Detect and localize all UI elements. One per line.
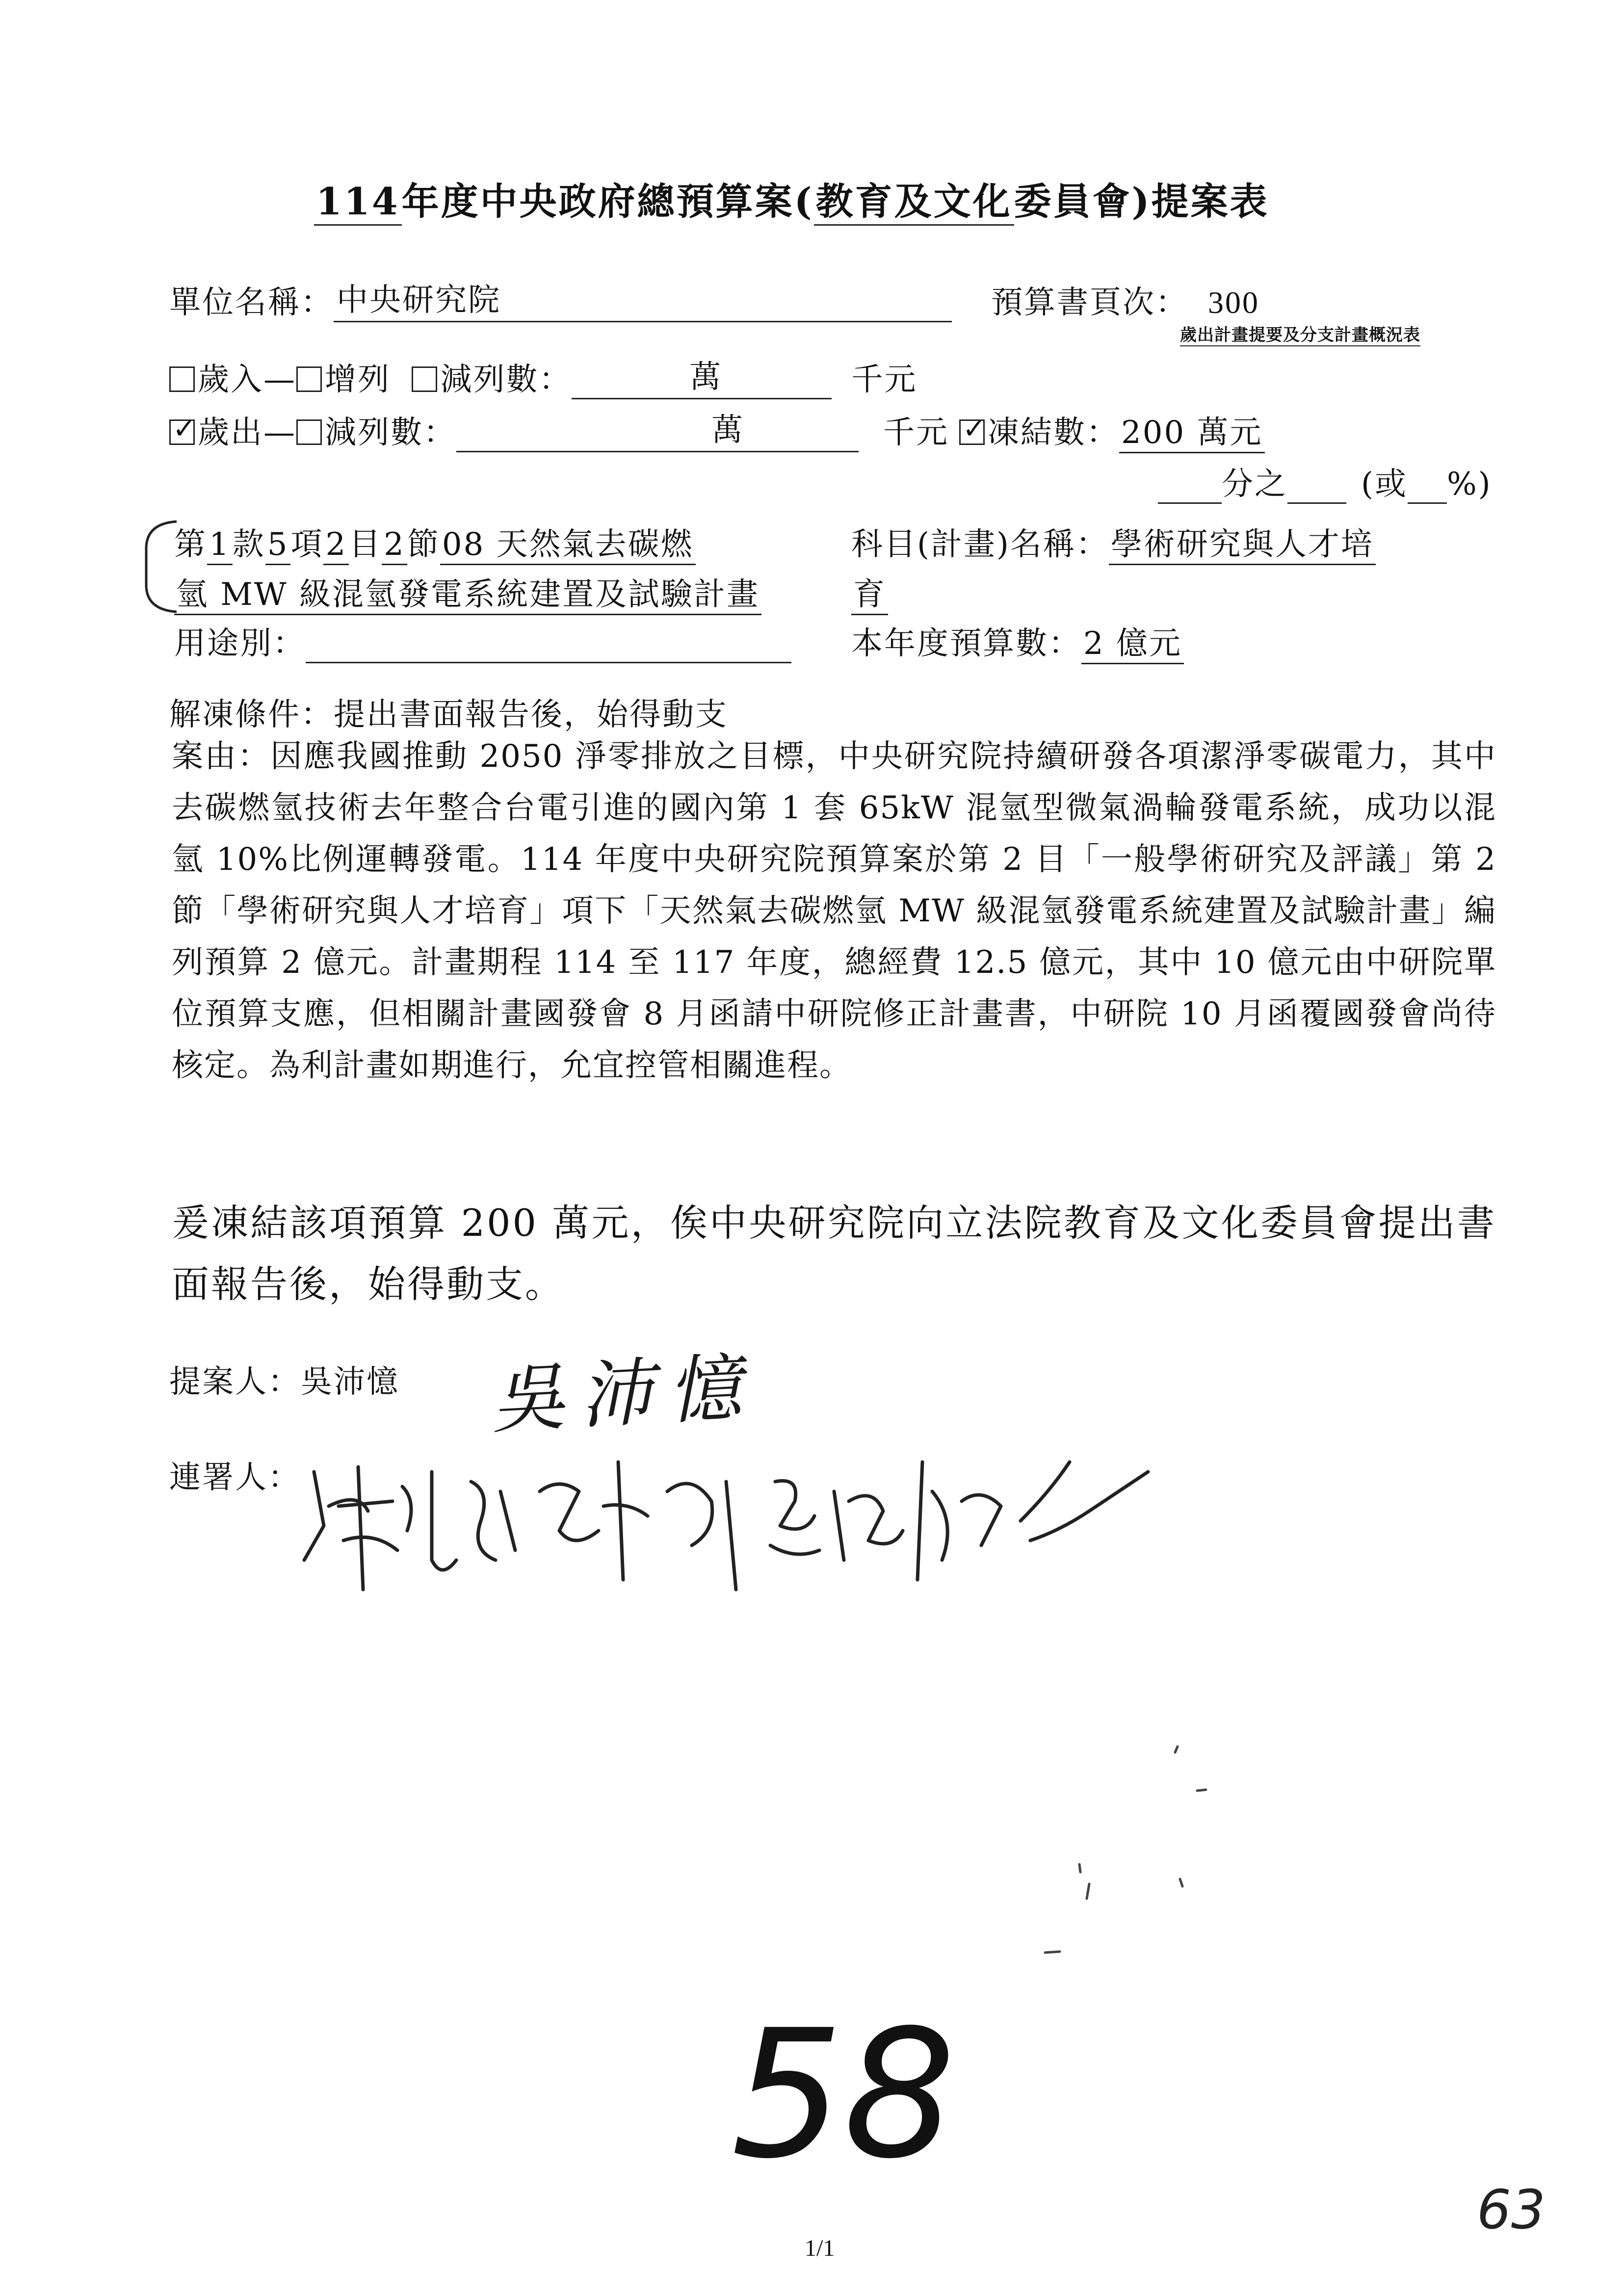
budget-value: 2 億元 bbox=[1081, 626, 1184, 664]
expense-wan: 萬 bbox=[711, 412, 744, 448]
title-part-b: 委員會)提案表 bbox=[1014, 180, 1269, 223]
budget-label: 本年度預算數： bbox=[851, 626, 1081, 662]
unit-value: 中央研究院 bbox=[337, 282, 501, 318]
subject-part-b: 育 bbox=[851, 576, 888, 615]
unfreeze-condition: 解凍條件：提出書面報告後，始得動支 bbox=[169, 697, 728, 733]
freeze-value: 200 萬元 bbox=[1119, 415, 1265, 453]
expense-dash: — bbox=[263, 415, 296, 451]
proposer-label: 提案人： bbox=[169, 1364, 301, 1400]
revenue-add-checkbox[interactable] bbox=[296, 366, 322, 392]
fraction-numerator-field[interactable] bbox=[1158, 473, 1222, 504]
page-title bbox=[314, 172, 1269, 225]
unit-field bbox=[334, 282, 952, 322]
fraction-denominator-field[interactable] bbox=[1287, 473, 1346, 504]
fraction-percent-field[interactable] bbox=[1408, 473, 1447, 504]
fraction-line bbox=[1158, 459, 1492, 504]
plan-code-part-a: 08 天然氣去碳燃 bbox=[440, 526, 696, 565]
corner-number: 63 bbox=[1477, 2178, 1545, 2241]
expense-reduce-label: 減列數： bbox=[325, 415, 456, 451]
mu-unit: 目 bbox=[349, 526, 382, 563]
budget-page-value: 300 bbox=[1208, 285, 1259, 320]
subject-label: 科目(計畫)名稱： bbox=[851, 526, 1109, 563]
fraction-fen: 分之 bbox=[1222, 466, 1287, 502]
jie-unit: 節 bbox=[407, 526, 440, 563]
xiang-value: 5 bbox=[265, 526, 291, 565]
expense-qian: 千元 bbox=[883, 415, 949, 451]
subject-part-a: 學術研究與人才培 bbox=[1109, 526, 1376, 565]
subject-line-1 bbox=[851, 519, 1376, 564]
reason-paragraph: 案由：因應我國推動 2050 淨零排放之目標，中央研究院持續研發各項潔淨零碳電力，其中去碳燃氫技術去年整合台電引進的國內第 1 套 65kW 混氫型微氣渦輪發電系統，成功以混氫 10%比例運轉發電。114 年度中央研究院預算案於第 2 目「一般學術研究及評議」第 2 節「學術研究與人才培育」項下「天然氣去碳燃氫 MW 級混氫發電系統建置及試驗計畫」編列預算 2 億元。計畫期程 114 至 117 年度，總經費 12.5 億元，其中 10 億元由中研院單位預算支應，但相關計畫國發會 8 月函請中研院修正計畫書，中研院 10 月函覆國發會尚待核定。為利計畫如期進行，允宜控管相關進程。 bbox=[172, 738, 1496, 1084]
title-year: 114 bbox=[314, 180, 402, 226]
page-number: 1/1 bbox=[805, 2235, 835, 2261]
freeze-checkbox[interactable] bbox=[959, 419, 985, 445]
budget-page-line bbox=[991, 277, 1259, 322]
kuan-unit: 款 bbox=[232, 526, 265, 563]
revenue-item: 歲入 bbox=[198, 362, 263, 398]
proposer-name: 吳沛憶 bbox=[301, 1364, 399, 1400]
usage-line bbox=[174, 618, 791, 663]
revenue-wan: 萬 bbox=[689, 359, 723, 395]
unit-label: 單位名稱： bbox=[169, 285, 334, 321]
kuan-value: 1 bbox=[207, 526, 233, 565]
revenue-add-label: 增列 bbox=[325, 362, 391, 398]
resolution-paragraph: 爰凍結該項預算 200 萬元，俟中央研究院向立法院教育及文化委員會提出書面報告後，始得動支。 bbox=[172, 1201, 1496, 1306]
unit-line bbox=[169, 277, 952, 322]
expense-reduce-checkbox[interactable] bbox=[296, 419, 322, 445]
title-part-a: 年度中央政府總預算案( bbox=[401, 180, 814, 223]
subject-line-2 bbox=[851, 569, 888, 614]
freeze-label: 凍結數： bbox=[988, 415, 1119, 451]
cosigner-label: 連署人： bbox=[169, 1460, 301, 1496]
expense-checkbox[interactable] bbox=[169, 419, 195, 445]
budget-page-label: 預算書頁次： bbox=[991, 285, 1188, 321]
item-line-2 bbox=[174, 569, 761, 614]
cosigner-signatures bbox=[285, 1433, 1217, 1639]
title-committee: 教育及文化 bbox=[814, 180, 1014, 226]
budget-line bbox=[851, 618, 1184, 663]
scan-marks bbox=[1040, 1737, 1246, 1972]
revenue-checkbox[interactable] bbox=[169, 366, 195, 392]
revenue-qian: 千元 bbox=[851, 362, 917, 398]
handwritten-page-number: 58 bbox=[731, 1992, 956, 2197]
fraction-percent: %) bbox=[1446, 466, 1492, 502]
jie-value: 2 bbox=[382, 526, 407, 565]
freeze-line bbox=[959, 407, 1265, 452]
expense-amount-field[interactable] bbox=[456, 412, 859, 452]
mu-value: 2 bbox=[323, 526, 349, 565]
item-line-1 bbox=[174, 519, 696, 564]
fraction-huo: (或 bbox=[1361, 466, 1408, 502]
revenue-amount-field[interactable] bbox=[572, 359, 832, 399]
revenue-reduce-checkbox[interactable] bbox=[412, 366, 437, 392]
kuan-prefix: 第 bbox=[174, 526, 207, 563]
revenue-reduce-label: 減列數： bbox=[440, 362, 572, 398]
budget-page-note: 歲出計畫提要及分支計畫概況表 bbox=[1180, 321, 1420, 346]
revenue-line bbox=[169, 354, 917, 399]
expense-item: 歲出 bbox=[198, 415, 263, 451]
revenue-dash: — bbox=[263, 362, 296, 398]
usage-label: 用途別： bbox=[174, 626, 306, 662]
plan-code-part-b: 氫 MW 級混氫發電系統建置及試驗計畫 bbox=[174, 576, 761, 615]
proposer-signature: 吳沛憶 bbox=[489, 1344, 758, 1444]
expense-line bbox=[169, 407, 949, 452]
xiang-unit: 項 bbox=[290, 526, 324, 563]
usage-field[interactable] bbox=[306, 632, 791, 663]
proposer-line bbox=[169, 1357, 399, 1402]
